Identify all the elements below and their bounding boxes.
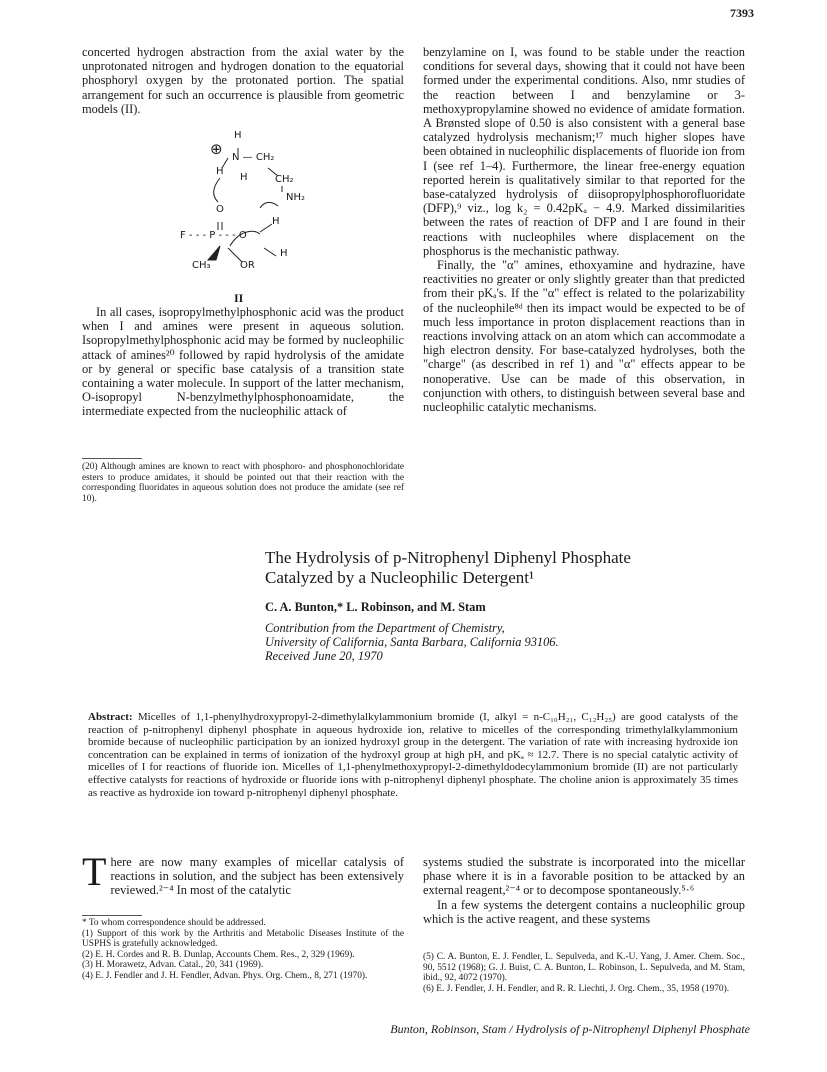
- abstract: [88, 711, 738, 799]
- article-affiliation: [265, 621, 559, 664]
- structure-II: [160, 130, 360, 290]
- structure-label: II: [234, 291, 244, 305]
- affiliation-line-2: University of California, Santa Barbara, California 93106.: [265, 635, 559, 650]
- title-line-2: Catalyzed by a Nucleophilic Detergent¹: [265, 568, 535, 587]
- body-left-column: [82, 849, 404, 898]
- struct-h-right: H: [280, 248, 288, 259]
- footnotes-right: [423, 952, 745, 994]
- footnote-20-text: (20) Although amines are known to react with phosphoro- and phosphonochloridate esters to produce amidates, it should be pointed out that their reaction with the corresponding fluoridates in aqueous solution does not produce the amidate (see ref 10).: [82, 462, 404, 504]
- left-paragraph-2: In all cases, isopropylmethylphosphonic acid was the product when I and amines were present in aqueous solution. Isopropylmethylphosphonic acid may be formed by nucleophilic attack of amines²⁰ followed by rapid hydrolysis of the amidate or by general or specific base catalysis of a transition state containing a water molecule. In support of the latter mechanism, O-isopropyl N-benzylmethylphosphonoamidate, the intermediate expected from the nucleophilic attack of: [82, 305, 404, 419]
- drop-cap: T: [82, 849, 107, 894]
- abstract-text: Micelles of 1,1-phenylhydroxypropyl-2-dimethylalkylammonium bromide (I, alkyl = n-C₁₀H₂₁, C₁₂H₂₅) are good catalysts of the reaction of p-nitrophenyl diphenyl phosphate in aqueous hydroxide ion, relative to micelles of the corresponding trimethylalkylammonium bromide because of nucleophilic participation by an ionized hydroxyl group in the detergent. The variation of rate with increasing hydroxide ion concentration can be explained in terms of ionization of the hydroxyl group at high pH, and pKₐ ≈ 12.7. There is no special catalytic activity of micelles of I for reactions of fluoride ion. Micelles of 1,1-phenylmethoxypropyl-2-dimethyldodecylammonium bromide (II) are not particularly effective catalysts for reactions of hydroxide or fluoride ions with p-nitrophenyl diphenyl phosphate. The choline anion is approximately 35 times as reactive as hydroxide ion toward p-nitrophenyl diphenyl phosphate.: [88, 711, 738, 799]
- footnote-4: (4) E. J. Fendler and J. H. Fendler, Advan. Phys. Org. Chem., 8, 271 (1970).: [82, 970, 368, 981]
- page-number: 7393: [730, 6, 754, 20]
- struct-o1: O: [216, 204, 224, 215]
- footnotes-left: [82, 918, 404, 982]
- footnote-rule-top-left: [82, 458, 142, 459]
- article-title: [265, 548, 631, 588]
- left-column-top: [82, 45, 404, 116]
- footnote-2: (2) E. H. Cordes and R. B. Dunlap, Accounts Chem. Res., 2, 329 (1969).: [82, 949, 355, 960]
- footnote-20: [82, 462, 404, 504]
- body-right-paragraph-1: systems studied the substrate is incorporated into the micellar phase where it is in a favorable position to be attacked by an external reagent,²⁻⁴ or to decompose spontaneously.⁵·⁶: [423, 855, 745, 898]
- struct-h-left: H: [216, 166, 224, 177]
- positive-charge-icon: ⊕: [210, 140, 223, 158]
- struct-f-p-o: F - - - P - - - O: [180, 230, 247, 241]
- body-right-paragraph-2: In a few systems the detergent contains a nucleophilic group which is the active reagent, and these systems: [423, 897, 745, 926]
- right-paragraph-2: Finally, the "α" amines, ethoxyamine and hydrazine, have reactivities no greater or only slightly greater than that predicted from their pKₐ's. If the "α" effect is related to the polarizability of the nucleophile⁸ᵈ then its impact would be expected to be of much less importance in proton displacement reactions than in reactions involving attack on an atom which can accommodate a high electron density. For base-catalyzed hydrolyses, both the "charge" (as described in ref 1) and "α" effects appear to be nonoperative. Use can be made of this observation, in conjunction with others, to distinguish between several base and nucleophilic catalytic mechanisms.: [423, 258, 745, 415]
- received-date: Received June 20, 1970: [265, 649, 383, 664]
- struct-h-left2: H: [240, 172, 248, 183]
- struct-h-mid: H: [272, 216, 280, 227]
- footnote-6: (6) E. J. Fendler, J. H. Fendler, and R. R. Liechti, J. Org. Chem., 35, 1958 (1970).: [423, 983, 730, 994]
- struct-or: OR: [240, 260, 255, 271]
- running-footer: Bunton, Robinson, Stam / Hydrolysis of p-Nitrophenyl Diphenyl Phosphate: [390, 1022, 750, 1036]
- abstract-label: Abstract:: [88, 711, 133, 723]
- footnote-star: * To whom correspondence should be addressed.: [82, 918, 266, 928]
- title-line-1: The Hydrolysis of p-Nitrophenyl Diphenyl Phosphate: [265, 548, 631, 567]
- right-column-top: [423, 45, 745, 414]
- footnote-3: (3) H. Morawetz, Advan. Catal., 20, 341 (1969).: [82, 960, 264, 971]
- left-column-middle: [82, 305, 404, 419]
- footnote-5: (5) C. A. Bunton, E. J. Fendler, L. Sepulveda, and K.-U. Yang, J. Amer. Chem. Soc., 90, 5512 (1968); G. J. Buist, C. A. Bunton, L. Robinson, L. Sepulveda, and M. Stam, ibid., 92, 4072 (1970).: [423, 952, 745, 984]
- struct-nh2: NH₂: [286, 192, 306, 203]
- footnote-1: (1) Support of this work by the Arthritis and Metabolic Diseases Institute of the USPHS is gratefully acknowledged.: [82, 928, 404, 950]
- body-left-paragraph: here are now many examples of micellar catalysis of reactions in solution, and the subject has been extensively reviewed.²⁻⁴ In most of the catalytic: [110, 855, 404, 898]
- footnote-rule-left: [82, 915, 142, 916]
- right-paragraph-1: benzylamine on I, was found to be stable under the reaction conditions for several days, showing that it could not have been formed under the experimental conditions. Also, nmr studies of the reaction between I and benzylamine or 3-methoxypropylamine showed no evidence of amidate formation. A Brønsted slope of 0.50 is also consistent with a general base catalyzed hydrolysis mechanism;¹⁷ much higher slopes have been obtained in nucleophilic displacements of fluoride ion from I (see ref 1–4). Furthermore, the linear free-energy equation reported herein is qualitatively similar to that reported for the base-catalyzed hydrolysis of diisopropylphosphorofluoridate (DFP),⁹ viz., log k₂ = 0.42pKₐ − 4.9. Marked dissimilarities between the rates of reaction of DFP and I are found in their reactions with nucleophiles where displacement on the phosphorus is the mechanistic pathway.: [423, 45, 745, 258]
- affiliation-line-1: Contribution from the Department of Chemistry,: [265, 621, 505, 635]
- struct-h-top: H: [234, 130, 242, 141]
- article-authors: C. A. Bunton,* L. Robinson, and M. Stam: [265, 600, 486, 614]
- body-right-column: [423, 855, 745, 926]
- struct-ch2: CH₂: [275, 174, 294, 185]
- struct-n-ch2: N — CH₂: [232, 152, 275, 163]
- struct-ch3: CH₃: [192, 260, 211, 271]
- left-paragraph-1: concerted hydrogen abstraction from the axial water by the unprotonated nitrogen and hydrogen donation to the equatorial phosphoryl oxygen by the protonated portion. The spatial arrangement for such an occurrence is plausible from geometric models (II).: [82, 45, 404, 116]
